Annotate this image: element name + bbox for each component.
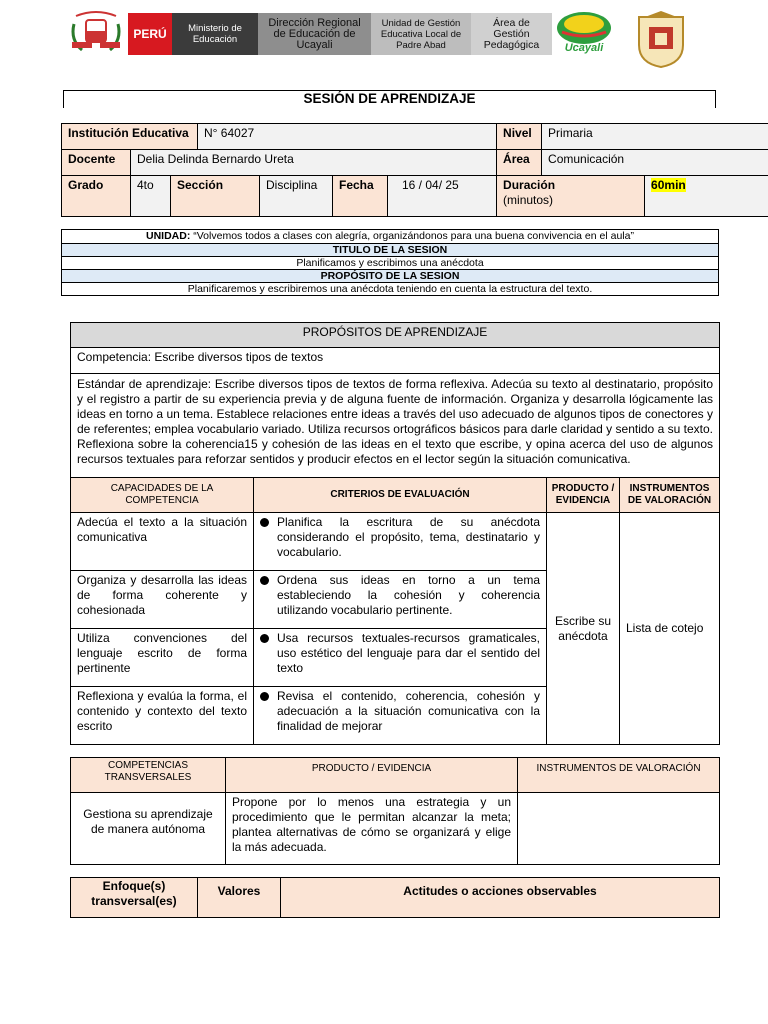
col-capacidades: CAPACIDADES DE LA COMPETENCIA (71, 478, 254, 513)
seccion-value: Disciplina (260, 176, 333, 217)
propositos-table (70, 322, 720, 745)
duracion-unit: (minutos) (503, 193, 554, 207)
seccion-label: Sección (171, 176, 260, 217)
unidad-value: “Volvemos todos a clases con alegría, organizándonos para una buena convivencia en el aula” (193, 230, 634, 242)
producto-cell: Escribe su anécdota (547, 513, 620, 745)
instrumento-cell: Lista de cotejo (620, 513, 720, 745)
capacidad-cell: Organiza y desarrolla las ideas de forma coherente y cohesionada (71, 571, 254, 629)
col-actitudes: Actitudes o acciones observables (281, 878, 720, 918)
nivel-label: Nivel (497, 124, 542, 150)
peru-logo: PERÚ (128, 13, 172, 55)
competencia-text: Competencia: Escribe diversos tipos de textos (71, 348, 720, 374)
producto-transversal-cell: Propone por lo menos una estrategia y un procedimiento que le permitan alcanzar la meta; plantea alternativas de cómo se organizará y elige la más adecuada. (226, 793, 518, 865)
ie-label: Institución Educativa (62, 124, 198, 150)
instrumento-transversal-cell (518, 793, 720, 865)
grado-value: 4to (131, 176, 171, 217)
unidad-row (62, 230, 719, 244)
fecha-value: 16 / 04/ 25 (388, 176, 497, 217)
competencia-transversal-cell: Gestiona su aprendizaje de manera autónoma (71, 793, 226, 865)
session-title-box (63, 90, 716, 108)
info-table (61, 123, 768, 217)
proposito-value: Planificaremos y escribiremos una anécdota teniendo en cuenta la estructura del texto. (62, 283, 719, 296)
municipal-shield-logo (635, 11, 687, 69)
titulo-value: Planificamos y escribimos una anécdota (62, 257, 719, 270)
area-gestion-logo: Área de Gestión Pedagógica (471, 13, 552, 55)
ministerio-logo: Ministerio de Educación (172, 13, 258, 55)
bullet-icon (260, 634, 269, 643)
bullet-icon (260, 518, 269, 527)
dre-logo: Dirección Regional de Educación de Ucayali (258, 13, 371, 55)
criterio-text: Revisa el contenido, coherencia, cohesión y adecuación a la situación comunicativa con la finalidad de mejorar (277, 689, 540, 733)
enfoques-table (70, 877, 720, 918)
criterio-cell (254, 571, 547, 629)
peru-coat-of-arms-logo (68, 10, 124, 56)
col-instrumentos-transversal: INSTRUMENTOS DE VALORACIÓN (518, 758, 720, 793)
propositos-heading: PROPÓSITOS DE APRENDIZAJE (71, 323, 720, 348)
duracion-label: Duración (503, 178, 556, 192)
nivel-value: Primaria (542, 124, 768, 150)
col-enfoque: Enfoque(s) transversal(es) (71, 878, 198, 918)
duracion-value-cell (645, 176, 768, 217)
criterio-cell (254, 629, 547, 687)
page-title: SESIÓN DE APRENDIZAJE (303, 91, 476, 106)
ie-value: N° 64027 (198, 124, 497, 150)
proposito-label: PROPÓSITO DE LA SESION (62, 270, 719, 283)
criterio-text: Usa recursos textuales-recursos gramaticales, uso estético del lenguaje para dar el sentido del texto (277, 631, 540, 675)
criterio-text: Ordena sus ideas en torno a un tema estableciendo la cohesión y coherencia utilizando vocabulario pertinente. (277, 573, 540, 617)
duracion-value: 60min (651, 178, 686, 192)
col-instrumentos: INSTRUMENTOS DE VALORACIÓN (620, 478, 720, 513)
ugel-logo: Unidad de Gestión Educativa Local de Padre Abad (371, 13, 471, 55)
grado-label: Grado (62, 176, 131, 217)
bullet-icon (260, 576, 269, 585)
col-valores: Valores (198, 878, 281, 918)
col-competencias-transversales: COMPETENCIAS TRANSVERSALES (71, 758, 226, 793)
session-table (61, 229, 719, 296)
criterio-text: Planifica la escritura de su anécdota considerando el propósito, tema, destinatario y vocabulario. (277, 515, 540, 559)
ucayali-logo (554, 10, 614, 60)
capacidad-cell: Adecúa el texto a la situación comunicativa (71, 513, 254, 571)
area-value: Comunicación (542, 150, 768, 176)
col-producto-transversal: PRODUCTO / EVIDENCIA (226, 758, 518, 793)
fecha-label: Fecha (333, 176, 388, 217)
duracion-label-cell (497, 176, 645, 217)
capacidad-cell: Reflexiona y evalúa la forma, el contenido y contexto del texto escrito (71, 687, 254, 745)
docente-value: Delia Delinda Bernardo Ureta (131, 150, 497, 176)
estandar-text: Estándar de aprendizaje: Escribe diversos tipos de textos de forma reflexiva. Adecúa su texto al destinatario, propósito y el registro a partir de su experiencia previa y de alguna fuente de información. Organiza y desarrolla lógicamente las ideas en torno a un tema. Establece relaciones entre ideas a través del uso adecuado de algunos tipos de conectores y de referentes; emplea vocabulario variado. Utiliza recursos ortográficos básicos para darle claridad y sentido a su texto. Reflexiona sobre la coherencia15 y cohesión de las ideas en el texto que escribe, y opina acerca del uso de algunos recursos textuales para reforzar sentidos y producir efectos en el lector según la situación comunicativa. (71, 374, 720, 478)
criterio-cell (254, 513, 547, 571)
titulo-label: TITULO DE LA SESION (62, 244, 719, 257)
unidad-label: UNIDAD: (146, 230, 191, 242)
bullet-icon (260, 692, 269, 701)
capacidad-cell: Utiliza convenciones del lenguaje escrito de forma pertinente (71, 629, 254, 687)
docente-label: Docente (62, 150, 131, 176)
area-label: Área (497, 150, 542, 176)
col-producto: PRODUCTO / EVIDENCIA (547, 478, 620, 513)
transversales-table (70, 757, 720, 865)
col-criterios: CRITERIOS DE EVALUACIÓN (254, 478, 547, 513)
criterio-cell (254, 687, 547, 745)
ucayali-text: Ucayali (564, 42, 604, 54)
